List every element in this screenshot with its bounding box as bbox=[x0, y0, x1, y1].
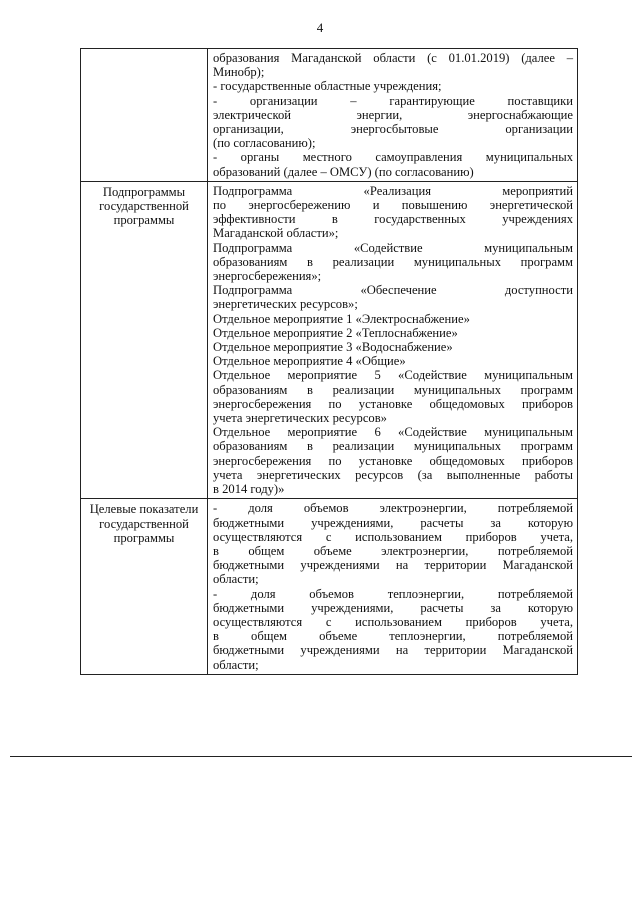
content-line: - государственные областные учреждения; bbox=[213, 79, 442, 94]
content-line: Отдельное мероприятие 3 «Водоснабжение» bbox=[213, 340, 453, 355]
row-content bbox=[208, 49, 578, 182]
content-line: по энергосбережению и повышению энергетической bbox=[213, 198, 573, 213]
content-line: организации, энергосбытовые организации bbox=[213, 122, 573, 137]
content-line: (по согласованию); bbox=[213, 136, 316, 151]
content-line: Подпрограмма «Обеспечение доступности bbox=[213, 283, 573, 298]
content-line: энергосбережения»; bbox=[213, 269, 322, 284]
content-line: - органы местного самоуправления муниципальных bbox=[213, 150, 573, 165]
content-line: образованиям в реализации муниципальных программ bbox=[213, 254, 573, 269]
content-line: бюджетными учреждениями на территории Магаданской bbox=[213, 643, 573, 658]
content-line: области; bbox=[213, 657, 259, 672]
content-line: энергосбережения по установке общедомовых приборов bbox=[213, 396, 573, 411]
content-line: Минобр); bbox=[213, 65, 265, 80]
content-line: бюджетными учреждениями, расчеты за которую bbox=[213, 515, 573, 530]
row-label bbox=[81, 49, 208, 182]
table-row bbox=[81, 499, 578, 674]
content-line: Отдельное мероприятие 1 «Электроснабжение» bbox=[213, 311, 470, 326]
content-line: Отдельное мероприятие 6 «Содействие муниципальным bbox=[213, 425, 573, 440]
content-line: бюджетными учреждениями на территории Магаданской bbox=[213, 558, 573, 573]
content-line: в общем объеме теплоэнергии, потребляемой bbox=[213, 629, 573, 644]
content-line: Отдельное мероприятие 4 «Общие» bbox=[213, 354, 406, 369]
content-line: Подпрограмма «Реализация мероприятий bbox=[213, 183, 573, 198]
table-row bbox=[81, 181, 578, 498]
content-line: - доля объемов электроэнергии, потребляемой bbox=[213, 501, 573, 516]
content-line: - организации – гарантирующие поставщики bbox=[213, 93, 573, 108]
content-line: Подпрограмма «Содействие муниципальным bbox=[213, 240, 573, 255]
content-line: учета энергетических ресурсов (за выполненные работы bbox=[213, 467, 573, 482]
row-label: Подпрограммы государственной программы bbox=[81, 181, 208, 498]
table-row bbox=[81, 49, 578, 182]
content-line: энергетических ресурсов»; bbox=[213, 297, 358, 312]
page-number: 4 bbox=[316, 20, 324, 35]
bottom-rule bbox=[10, 756, 632, 757]
row-label: Целевые показатели государственной программы bbox=[81, 499, 208, 674]
content-line: образования Магаданской области (с 01.01.2019) (далее – bbox=[213, 51, 573, 65]
content-line: учета энергетических ресурсов» bbox=[213, 411, 387, 426]
content-line: области; bbox=[213, 572, 259, 587]
content-line: в общем объеме электроэнергии, потребляемой bbox=[213, 543, 573, 558]
row-content bbox=[208, 499, 578, 674]
content-line: Магаданской области»; bbox=[213, 226, 339, 241]
content-line: образований (далее – ОМСУ) (по согласованию) bbox=[213, 164, 474, 179]
passport-table bbox=[80, 48, 578, 675]
content-line: образованиям в реализации муниципальных программ bbox=[213, 439, 573, 454]
content-line: энергосбережения по установке общедомовых приборов bbox=[213, 453, 573, 468]
content-line: Отдельное мероприятие 2 «Теплоснабжение» bbox=[213, 325, 458, 340]
row-content bbox=[208, 181, 578, 498]
content-line: образованиям в реализации муниципальных программ bbox=[213, 382, 573, 397]
content-line: электрической энергии, энергоснабжающие bbox=[213, 107, 573, 122]
content-line: в 2014 году)» bbox=[213, 482, 285, 497]
content-line: - доля объемов теплоэнергии, потребляемой bbox=[213, 586, 573, 601]
content-line: осуществляются с использованием приборов учета, bbox=[213, 614, 573, 629]
content-line: эффективности в государственных учреждениях bbox=[213, 212, 573, 227]
content-line: Отдельное мероприятие 5 «Содействие муниципальным bbox=[213, 368, 573, 383]
content-line: бюджетными учреждениями, расчеты за которую bbox=[213, 600, 573, 615]
content-line: осуществляются с использованием приборов учета, bbox=[213, 529, 573, 544]
